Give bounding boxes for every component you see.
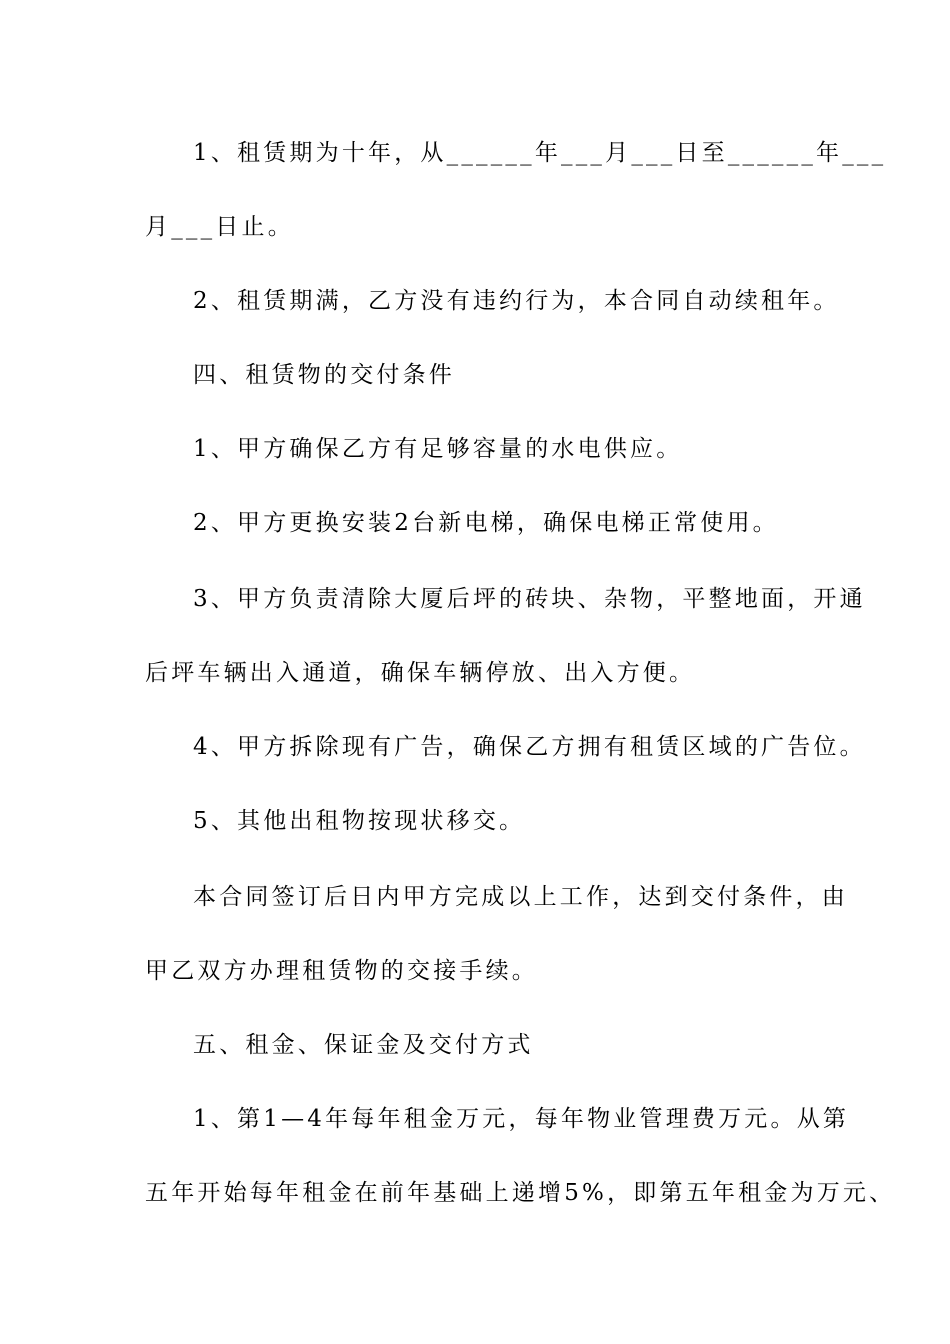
delivery-item-5: 5、其他出租物按现状移交。 [193, 808, 526, 834]
lease-renewal-line: 2、租赁期满，乙方没有违约行为，本合同自动续租年。 [193, 288, 840, 314]
section-heading-rent: 五、租金、保证金及交付方式 [193, 1032, 534, 1058]
rent-item-1: 1、第1—4年每年租金万元，每年物业管理费万元。从第 [193, 1106, 850, 1132]
delivery-item-3: 3、甲方负责清除大厦后坪的砖块、杂物，平整地面，开通 [193, 586, 866, 612]
delivery-item-4: 4、甲方拆除现有广告，确保乙方拥有租赁区域的广告位。 [193, 734, 866, 760]
delivery-completion-line: 本合同签订后日内甲方完成以上工作，达到交付条件，由 [193, 884, 848, 910]
section-heading-delivery: 四、租赁物的交付条件 [193, 362, 455, 388]
delivery-completion-continuation: 甲乙双方办理租赁物的交接手续。 [145, 958, 538, 984]
delivery-item-1: 1、甲方确保乙方有足够容量的水电供应。 [193, 436, 683, 462]
lease-term-continuation: 月___日止。 [145, 214, 294, 240]
delivery-item-3-continuation: 后坪车辆出入通道，确保车辆停放、出入方便。 [145, 660, 696, 686]
lease-term-line: 1、租赁期为十年，从______年___月___日至______年___ [193, 140, 887, 166]
delivery-item-2: 2、甲方更换安装2台新电梯，确保电梯正常使用。 [193, 510, 779, 536]
rent-item-1-continuation: 五年开始每年租金在前年基础上递增5%，即第五年租金为万元、 [145, 1180, 896, 1206]
